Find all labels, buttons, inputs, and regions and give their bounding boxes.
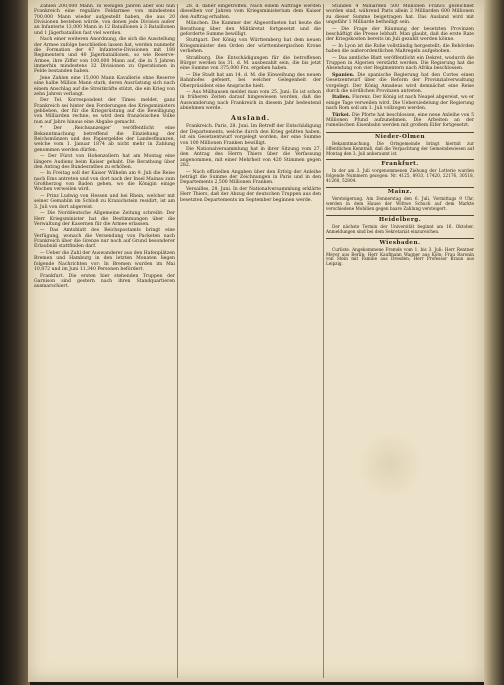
col1-para-9: — Die Norddeutsche Allgemeine Zeitung schreibt: Der Herr Kriegsminister hat die Bestimmungen über die Verwaltung der Kasernen für die Armee erlassen. <box>34 211 175 227</box>
col1-para-3: Jene Zahlen eine 15,000 Mann Kavallerie ohne Reserve eine halbe Million Mann stark, deren Ausrüstung sich nach einem Anschlag auf die Streitkräfte stützt, die ein Krieg von zehn Jahren verlangt. <box>34 75 175 97</box>
notice-text-2: In der am 3. Juli vorgenommenen Ziehung der Lotterie wurden folgende Nummern gezogen: Nr. 4125, 8933, 17420, 22176, 30518, 41260, 52804. <box>326 168 474 184</box>
text-turkei: Die Pforte hat beschlossen, eine neue Anleihe von 5 Millionen Pfund aufzunehmen. Die Arbeiten an der rumelischen Eisenbahn werden mit großem Eifer fortgesetzt. <box>326 112 474 129</box>
notice-text-5: Curliste. Angekommene Fremde vom 1. bis 3. Juli: Herr Rentner Meyer aus Berlin; Herr Kaufmann Wagner aus Köln; Frau Baronin von Stein mit Familie aus Dresden; Herr Professor Braun aus Leipzig. <box>326 246 474 267</box>
col3-para-1: Stunden 4 Milliarden 500 Millionen Francs gezeichnet worden sind, während Paris allein 2 Milliarden 600 Millionen zu dieser Summe beigetragen hat. Das Ausland wird mit ungefähr 1 Milliarde betheiligt sein. <box>326 4 474 26</box>
notice-text-1: Bekanntmachung. Die Ortsgemeinde bringt hiermit zur öffentlichen Kenntniß, daß die Verpachtung der Gemeindewiesen auf Montag den 3. Juli anberaumt ist. <box>326 140 474 156</box>
section-title-ausland: Ausland. <box>230 114 271 123</box>
column-2 <box>180 4 321 680</box>
notice-text-4: Der nächste Termin der Universität beginnt am 16. Oktober. Anmeldungen sind bei dem Sekretariat einzureichen. <box>326 223 474 234</box>
col1-para-1: Zahlen 200,000 Mann. In wenigen Jahren aber soll nun Frankreich eine reguläre Feldarmee von mindestens 700,000 Mann wieder aufgestellt haben, die aus 20 Divisionen bestehen würde, von denen jede Division außer an Infanterie 13,000 Mann in 12 Bataillonen à 3 Bataillonen und 1 Jägerbataillon fast viel werden. <box>34 4 175 36</box>
col2-para-3: Stuttgart. Der König von Württemberg hat dem neuen Kriegsminister den Orden der württembergischen Krone verliehen. <box>180 38 321 55</box>
col3-para-2: — Die Frage der Räumung der besetzten Provinzen beschäftigt die Presse lebhaft. Man glaubt, daß die erste Rate der Kriegskosten bereits im Juli gezahlt werden könne. <box>326 26 474 43</box>
col1-para-4: Der Tel. Korrespondent der Times meldet, ganz Frankreich sei hinter den Forderungen des Kriegsministers geblieben, der für die Kriegsrüstung auf die Bewilligung von Milliarden rechne, es wird dem französischen Volke nun auf Jahre hinaus eine Abgabe gemacht. <box>34 98 175 125</box>
col1-para-5: * Der ‚Reichsanzeiger‘ veröffentlicht eine Bekanntmachung betreffend die Einziehung der Reichsmünzen und des Papiergeldes der Landesfinanzen, welche vom 1. Januar 1874 ab nicht mehr in Zahlung genommen werden dürfen. <box>34 126 175 153</box>
page-edge <box>484 0 504 685</box>
text-spanien: Die spanische Regierung hat den Cortes einen Gesetzentwurf über die Reform der Provinzialverwaltung vorgelegt. Der König Amadeus wird demnächst eine Reise durch die nördlichen Provinzen antreten. <box>326 72 474 94</box>
col2-para-6: — Aus Mülhausen meldet man vom 25. Juni: Es ist schon in früheren Zeiten darauf hingewiesen worden, daß die Auswanderung nach Frankreich in diesem Jahr bedeutend abnehmen werde. <box>180 90 321 112</box>
col1-para-7: — In Freitag soll der Kaiser Wilhelm am 9. Juli die Reise nach Ems antreten und von dort nach der Insel Mainau zum Großherzog von Baden gehen, wo die Königin einige Wochen verweilen wird. <box>34 171 175 193</box>
notice-text-3: Versteigerung. Am Donnerstag den 6. Juli, Vormittags 9 Uhr, werden in dem Hause der Wittwe Schuck auf dem Markte verschiedene Mobilien gegen baare Zahlung versteigert. <box>326 196 474 211</box>
col1-para-2: Nach einer weiteren Anordnung, die sich die Ausstellung der Armee zufolge beschließen lassen hat, werden nunmehr die Formation der 47 Infanterie-Divisionen mit 188 Regimentern und 40 Jägerbataillonen, so wie Reserve-Armee, ihre Ziffer von 100,000 Mann auf, die in 5 Jahren immerhin mindestens 32 Divisionen zu Operationen in Felde bestanden haben. <box>34 37 175 75</box>
notice-heading-5: Wiesbaden. <box>326 238 474 247</box>
column-rule-1 <box>177 4 178 678</box>
col3-para-3: — In Lyon ist die Ruhe vollständig hergestellt; die Behörden haben die außerordentlichen Maßregeln aufgehoben. <box>326 43 474 55</box>
col1-para-6: — Der Fürst von Hohenzollern hat am Montag eine längere Audienz beim Kaiser gehabt. Die Berathung über den Antrag des Bundesrathes zu erhöhen. <box>34 154 175 170</box>
col2-para-4: Straßburg. Die Entschädigungen für die betroffenen Bürger werden bis 31. d. M. ausbezahlt sein, die bis jetzt eine Summe von 375,000 Frs. ergeben haben. <box>180 55 321 72</box>
col2-para-8: Die Nationalversammlung hat in ihrer Sitzung vom 27. den Antrag des Herrn Thiers über die Verfassung angenommen, mit einer Mehrheit von 420 Stimmen gegen 282. <box>180 147 321 169</box>
text-italien: Florenz. Der König ist nach Neapel abgereist, wo er einige Tage verweilen wird. Die Uebersiedelung der Regierung nach Rom soll am 1. Juli vollzogen werden. <box>326 95 474 112</box>
col2-para-1: 28. d. daher eingetroffen. Nach einem Auftrage werden dieselben vor Jahren vom Kriegsministerium dem Kaiser den Auftrag erhalten. <box>180 4 321 20</box>
heading-italien: Italien. <box>332 95 351 101</box>
column-3 <box>326 4 474 680</box>
col3-para-turkei <box>326 113 474 129</box>
notice-heading-1: Nieder-Olmen <box>326 132 474 141</box>
column-1 <box>34 4 175 680</box>
col1-para-8: — Prinz Ludwig von Hessen und bei Rhein, welcher mit seiner Gemahlin im Schloß zu Kranichstein residirt, ist am 3. Juli von dort abgereist. <box>34 194 175 210</box>
col3-para-italien <box>326 95 474 111</box>
col2-para-5: — Die Stadt hat am 14. d. M. die Einweihung des neuen Bahnhofes gefeiert, bei welcher Gelegenheit der Oberpräsident eine Ansprache hielt. <box>180 72 321 89</box>
col2-para-10: Versailles, 28. Juni. In der Nationalversammlung erklärte Herr Thiers, daß der Abzug der deutschen Truppen aus den besetzten Departements im September beginnen werde. <box>180 186 321 203</box>
col1-para-10: — Das Amtsblatt des Reichspostamts bringt eine Verfügung, wonach die Versendung von Packeten nach Frankreich über die Grenze nur noch auf Grund besonderer Erlaubniß stattfinden darf. <box>34 228 175 250</box>
col2-para-2: München. Die Kammer der Abgeordneten hat heute die Berathung über den Militäretat fortgesetzt und die geforderte Summe bewilligt. <box>180 21 321 37</box>
column-rule-2 <box>323 4 324 678</box>
col1-para-12: Frankfurt. Die ersten hier stehenden Truppen der Garnison sind gestern nach ihren Standquartieren ausmarschiert. <box>34 273 175 290</box>
heading-spanien: Spanien. <box>332 72 355 78</box>
notice-heading-2: Frankfurt. <box>326 159 474 168</box>
col2-para-9: — Nach offiziellen Angaben über den Erfolg der Anleihe beträgt die Summe der Zeichnungen in Paris und in den Departements 2,500 Millionen Franken. <box>180 169 321 186</box>
notice-heading-3: Mainz. <box>326 187 474 196</box>
heading-turkei: Türkei. <box>332 112 351 118</box>
notice-heading-4: Heidelberg. <box>326 215 474 224</box>
book-binding <box>0 0 30 685</box>
col1-para-11: — Ueber die Zahl der Auswanderer aus den Hafenplätzen Bremen und Hamburg in den letzten Monaten liegen folgende Nachrichten vor: In Bremen wurden im Mai 10,872 und im Juni 11,340 Personen befördert. <box>34 251 175 273</box>
col3-para-spanien <box>326 73 474 94</box>
col2-para-7: Frankreich. Paris, 28. Juni. Im Betreff der Entschädigung der Departements, welche durch den Krieg gelitten haben, ist ein Gesetzentwurf vorgelegt worden, der eine Summe von 100 Millionen Franken bewilligt. <box>180 124 321 146</box>
col3-para-4: — Das amtliche Blatt veröffentlicht ein Dekret, wodurch die Truppen in Algerien verstärkt werden. Die Regierung hat die Absendung von vier Regimentern nach Afrika beschlossen. <box>326 55 474 72</box>
